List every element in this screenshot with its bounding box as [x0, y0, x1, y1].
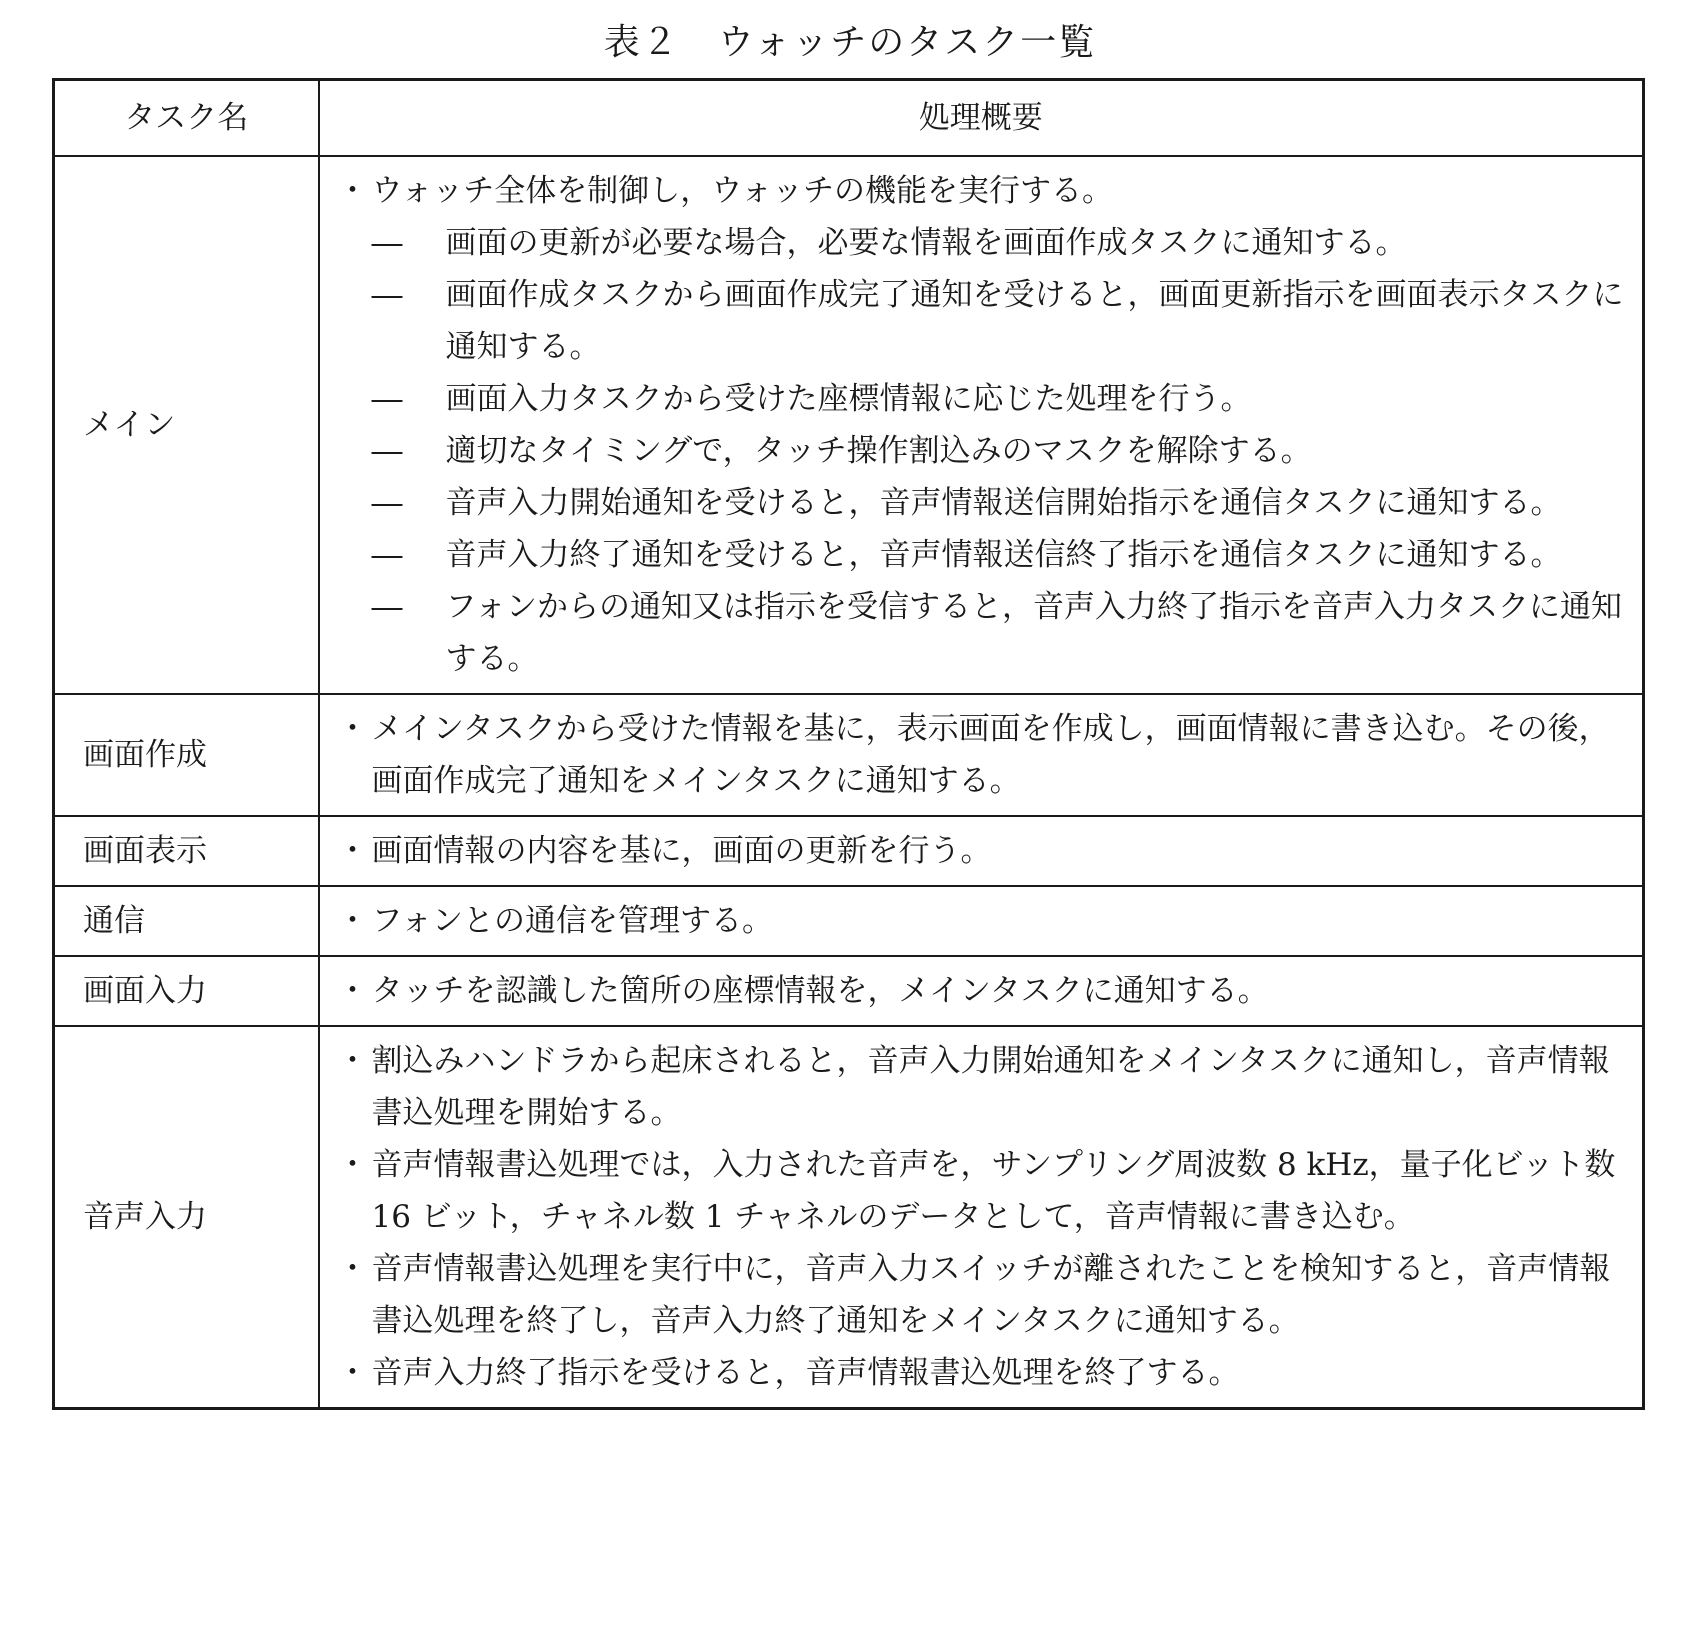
summary-cell [319, 886, 1644, 956]
task-name-cell: 音声入力 [54, 1026, 319, 1409]
summary-cell [319, 956, 1644, 1026]
bullet-mark: ・ [337, 1355, 368, 1391]
summary-bullet [334, 825, 1627, 877]
sub-item-text: 適切なタイミングで，タッチ操作割込みのマスクを解除する。 [445, 433, 1312, 469]
summary-sub-item [372, 581, 1627, 685]
bullet-text: フォンとの通信を管理する。 [371, 903, 773, 939]
bullet-text: メインタスクから受けた情報を基に，表示画面を作成し，画面情報に書き込む。その後，画面作成完了通知をメインタスクに通知する。 [371, 711, 1610, 799]
summary-bullet [334, 1243, 1627, 1347]
header-summary: 処理概要 [319, 80, 1644, 157]
summary-bullet [334, 965, 1627, 1017]
sub-item-text: フォンからの通知又は指示を受信すると，音声入力終了指示を音声入力タスクに通知する。 [445, 589, 1622, 677]
dash-mark: ― [371, 485, 403, 521]
summary-bullet [334, 895, 1627, 947]
sub-item-text: 画面の更新が必要な場合，必要な情報を画面作成タスクに通知する。 [445, 225, 1407, 261]
summary-bullet [334, 1139, 1627, 1243]
summary-cell [319, 1026, 1644, 1409]
task-name-cell: 画面表示 [54, 816, 319, 886]
bullet-mark: ・ [337, 833, 368, 869]
summary-cell [319, 156, 1644, 694]
summary-bullet [334, 165, 1627, 217]
bullet-text: ウォッチ全体を制御し，ウォッチの機能を実行する。 [371, 173, 1114, 209]
bullet-mark: ・ [337, 1043, 368, 1079]
dash-mark: ― [371, 537, 403, 573]
summary-sub-item [372, 269, 1627, 373]
task-name-cell: 画面作成 [54, 694, 319, 816]
dash-mark: ― [371, 381, 403, 417]
table-row [54, 694, 1644, 816]
summary-sub-item [372, 477, 1627, 529]
header-task-name: タスク名 [54, 80, 319, 157]
summary-sub-item [372, 529, 1627, 581]
task-table [52, 78, 1645, 1410]
sub-item-text: 画面作成タスクから画面作成完了通知を受けると，画面更新指示を画面表示タスクに通知する。 [445, 277, 1624, 365]
task-rows [54, 156, 1644, 1409]
bullet-mark: ・ [337, 711, 368, 747]
summary-cell [319, 816, 1644, 886]
table-row [54, 886, 1644, 956]
table-row [54, 816, 1644, 886]
summary-bullet [334, 1035, 1627, 1139]
bullet-mark: ・ [337, 1251, 368, 1287]
dash-mark: ― [371, 225, 403, 261]
summary-cell [319, 694, 1644, 816]
dash-mark: ― [371, 433, 403, 469]
table-row [54, 956, 1644, 1026]
bullet-mark: ・ [337, 1147, 368, 1183]
task-name-cell: 画面入力 [54, 956, 319, 1026]
bullet-text: 画面情報の内容を基に，画面の更新を行う。 [371, 833, 992, 869]
bullet-text: 音声入力終了指示を受けると，音声情報書込処理を終了する。 [371, 1355, 1240, 1391]
summary-sub-item [372, 373, 1627, 425]
task-name-cell: メイン [54, 156, 319, 694]
sub-item-text: 画面入力タスクから受けた座標情報に応じた処理を行う。 [445, 381, 1252, 417]
dash-mark: ― [371, 589, 403, 625]
sub-item-text: 音声入力開始通知を受けると，音声情報送信開始指示を通信タスクに通知する。 [445, 485, 1562, 521]
bullet-text: タッチを認識した箇所の座標情報を，メインタスクに通知する。 [371, 973, 1269, 1009]
bullet-mark: ・ [337, 173, 368, 209]
summary-bullet [334, 1347, 1627, 1399]
bullet-mark: ・ [337, 903, 368, 939]
table-row [54, 1026, 1644, 1409]
sub-item-text: 音声入力終了通知を受けると，音声情報送信終了指示を通信タスクに通知する。 [445, 537, 1562, 573]
summary-sub-item [372, 425, 1627, 477]
bullet-text: 音声情報書込処理を実行中に，音声入力スイッチが離されたことを検知すると，音声情報書込処理を終了し，音声入力終了通知をメインタスクに通知する。 [371, 1251, 1611, 1339]
table-title: 表２ ウォッチのタスク一覧 [603, 22, 1097, 63]
dash-mark: ― [371, 277, 403, 313]
task-name-cell: 通信 [54, 886, 319, 956]
summary-bullet [334, 703, 1627, 807]
bullet-text: 音声情報書込処理では，入力された音声を，サンプリング周波数 8 kHz，量子化ビット数 16 ビット，チャネル数 1 チャネルのデータとして，音声情報に書き込む。 [371, 1147, 1616, 1235]
table-row [54, 156, 1644, 694]
bullet-mark: ・ [337, 973, 368, 1009]
bullet-text: 割込みハンドラから起床されると，音声入力開始通知をメインタスクに通知し，音声情報書込処理を開始する。 [371, 1043, 1610, 1131]
header-row [54, 80, 1644, 157]
summary-sub-item [372, 217, 1627, 269]
